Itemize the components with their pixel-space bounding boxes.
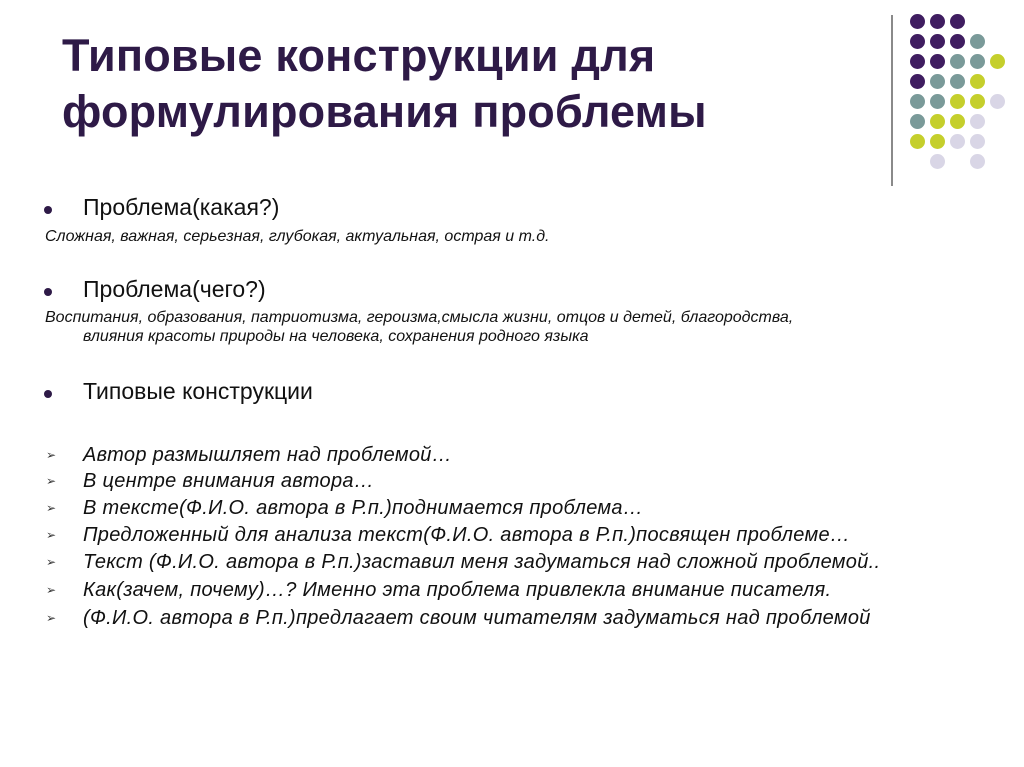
decorative-dot — [910, 134, 925, 149]
list-item: Как(зачем, почему)…? Именно эта проблема привлекла внимание писателя. — [83, 579, 832, 601]
decorative-dot — [930, 54, 945, 69]
bullet-icon — [44, 288, 52, 296]
bullet-icon — [44, 390, 52, 398]
arrow-bullet-icon: ➢ — [46, 611, 57, 625]
decorative-dot — [950, 34, 965, 49]
decorative-dot — [950, 134, 965, 149]
bullet-icon — [44, 206, 52, 214]
list-item: (Ф.И.О. автора в Р.п.)предлагает своим читателям задуматься над проблемой — [83, 607, 871, 629]
decorative-dot — [950, 54, 965, 69]
list-item: Текст (Ф.И.О. автора в Р.п.)заставил меня задуматься над сложной проблемой.. — [83, 551, 881, 573]
list-item: Предложенный для анализа текст(Ф.И.О. автора в Р.п.)посвящен проблеме… — [83, 524, 851, 546]
list-item: В тексте(Ф.И.О. автора в Р.п.)поднимается проблема… — [83, 497, 644, 519]
decorative-dot — [910, 94, 925, 109]
section-heading-kind: Проблема(какая?) — [83, 194, 280, 220]
decorative-dot — [930, 94, 945, 109]
slide-title-line-2: формулирования проблемы — [62, 86, 707, 137]
decorative-dot — [990, 94, 1005, 109]
decorative-dot — [970, 134, 985, 149]
list-item: Автор размышляет над проблемой… — [83, 444, 453, 466]
decorative-dot — [910, 74, 925, 89]
slide-title-line-1: Типовые конструкции для — [62, 30, 656, 81]
decorative-dot — [950, 74, 965, 89]
decorative-dot — [910, 34, 925, 49]
decorative-dot — [950, 14, 965, 29]
arrow-bullet-icon: ➢ — [46, 583, 57, 597]
decorative-dot — [910, 54, 925, 69]
section-heading-of-what: Проблема(чего?) — [83, 276, 266, 302]
decorative-dot — [930, 114, 945, 129]
decorative-dot — [950, 94, 965, 109]
decorative-dot — [970, 114, 985, 129]
arrow-bullet-icon: ➢ — [46, 448, 57, 462]
decorative-dot — [970, 34, 985, 49]
decorative-dot — [910, 14, 925, 29]
decorative-dot — [930, 34, 945, 49]
decorative-dot — [970, 94, 985, 109]
arrow-bullet-icon: ➢ — [46, 555, 57, 569]
decorative-dot — [950, 114, 965, 129]
decorative-dot — [930, 14, 945, 29]
section-details-of-what-line-2: влияния красоты природы на человека, сохранения родного языка — [83, 328, 589, 345]
decorative-dot — [930, 154, 945, 169]
decorative-dot — [930, 74, 945, 89]
decorative-dot — [910, 114, 925, 129]
arrow-bullet-icon: ➢ — [46, 501, 57, 515]
decorative-dot — [930, 134, 945, 149]
arrow-bullet-icon: ➢ — [46, 528, 57, 542]
slide-title — [62, 28, 882, 140]
decorative-dot — [970, 74, 985, 89]
arrow-bullet-icon: ➢ — [46, 474, 57, 488]
decorative-divider — [891, 15, 893, 186]
section-heading-constructions: Типовые конструкции — [83, 378, 313, 404]
section-details-of-what-line-1: Воспитания, образования, патриотизма, героизма,смысла жизни, отцов и детей, благородства, — [45, 309, 794, 326]
section-details-kind: Сложная, важная, серьезная, глубокая, актуальная, острая и т.д. — [45, 228, 550, 245]
list-item: В центре внимания автора… — [83, 470, 375, 492]
decorative-dot — [990, 54, 1005, 69]
decorative-dot — [970, 154, 985, 169]
decorative-dot — [970, 54, 985, 69]
